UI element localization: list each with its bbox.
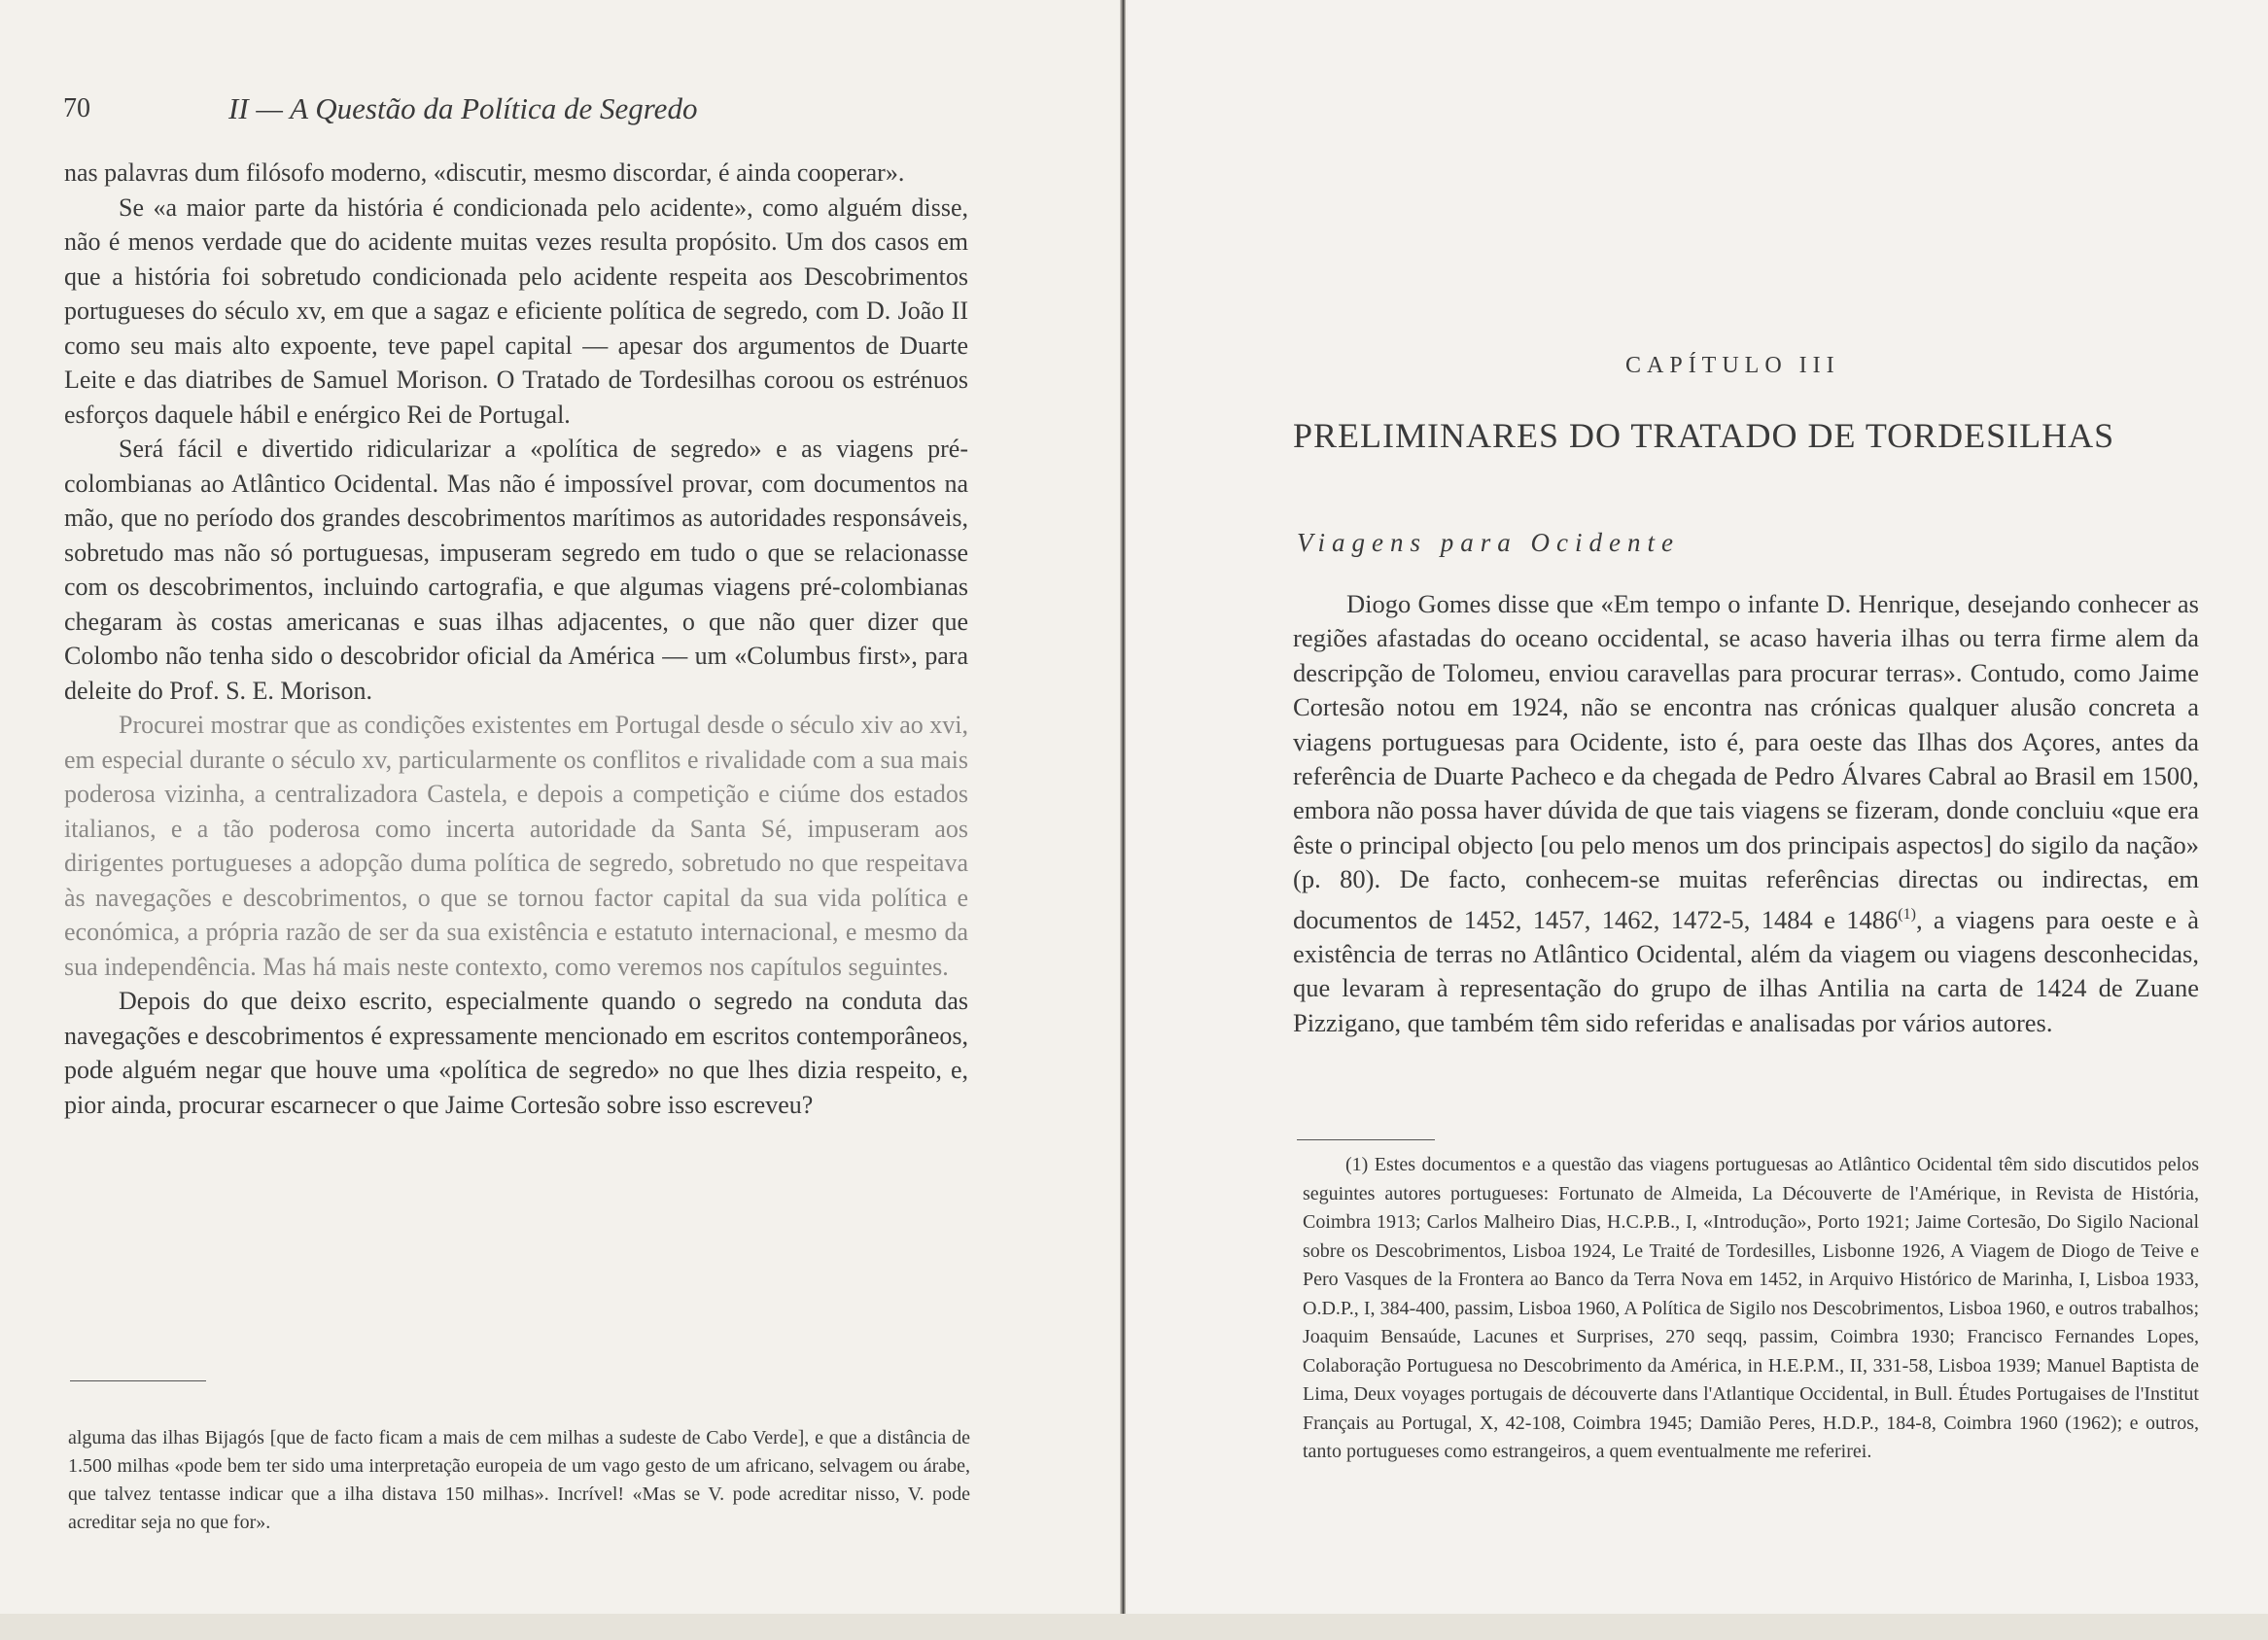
paragraph: nas palavras dum filósofo moderno, «discutir, mesmo discordar, é ainda cooperar».: [64, 158, 905, 187]
running-head: [63, 89, 977, 128]
footnote-rule: [1297, 1139, 1435, 1140]
paragraph: [1293, 587, 2199, 1040]
paragraph-text-b: , a viagens para oeste e à existência de terras no Atlântico Ocidental, além da viagem ou viagens desconhecidas, que levaram à representação do grupo de ilhas Antilia na carta de 1424 de Zuane Pizzigano, que também têm sido referidas e analisadas por vários autores.: [1293, 904, 2199, 1037]
left-footnote: [68, 1424, 970, 1537]
left-page: [0, 0, 1123, 1640]
section-heading: Viagens para Ocidente: [1297, 528, 1680, 557]
page-bottom-edge: [0, 1614, 2268, 1640]
right-footnote: [1303, 1151, 2199, 1467]
footnote-rule: [70, 1380, 206, 1381]
paragraph: Depois do que deixo escrito, especialmente quando o segredo na conduta das navegações e descobrimentos é expressamente mencionado em escritos contemporâneos, pode alguém negar que houve uma «política de segredo» no que lhes dizia respeito, e, pior ainda, procurar escarnecer o que Jaime Cortesão sobre isso escreveu?: [64, 987, 968, 1119]
footnote-text: alguma das ilhas Bijagós [que de facto ficam a mais de cem milhas a sudeste de Cabo Verde], e que a distância de 1.500 milhas «pode bem ter sido uma interpretação europeia de um vago gesto de um africano, selvagem ou árabe, que talvez tentasse indicar que a ilha distava 150 milhas». Incrível! «Mas se V. pode acreditar nisso, V. pode acreditar seja no que for».: [68, 1427, 970, 1533]
chapter-title: PRELIMINARES DO TRATADO DE TORDESILHAS: [1293, 416, 2115, 455]
footnote-text: (1) Estes documentos e a questão das viagens portuguesas ao Atlântico Ocidental têm sido discutidos pelos seguintes autores portugueses: Fortunato de Almeida, La Découverte de l'Amérique, in Revista de História, Coimbra 1913; Carlos Malheiro Dias, H.C.P.B., I, «Introdução», Porto 1921; Jaime Cortesão, Do Sigilo Nacional sobre os Descobrimentos, Lisboa 1924, Le Traité de Tordesilles, Lisbonne 1926, A Viagem de Diogo de Teive e Pero Vasques de la Frontera ao Banco da Terra Nova em 1452, in Arquivo Histórico de Marinha, I, Lisboa 1933, O.D.P., I, 384-400, passim, Lisboa 1960, A Política de Sigilo nos Descobrimentos, Lisboa 1960, e outros trabalhos; Joaquim Bensaúde, Lacunes et Surprises, 270 seqq, passim, Coimbra 1930; Francisco Fernandes Lopes, Colaboração Portuguesa no Descobrimento da América, in H.E.P.M., II, 331-58, Lisboa 1939; Manuel Baptista de Lima, Deux voyages portugais de découverte dans l'Atlantique Occidental, in Bull. Études Portugaises de l'Institut Français au Portugal, X, 42-108, Coimbra 1945; Damião Peres, H.D.P., 184-8, Coimbra 1960 (1962); e outros, tanto portugueses como estrangeiros, a quem eventualmente me referirei.: [1303, 1154, 2199, 1462]
paragraph-text-a: Diogo Gomes disse que «Em tempo o infante D. Henrique, desejando conhecer as regiões afastadas do oceano occidental, se acaso haveria ilhas ou terra firme alem da descripção de Tolomeu, enviou caravellas para procurar terras». Contudo, como Jaime Cortesão notou em 1924, não se encontra nas crónicas qualquer alusão concreta a viagens portuguesas para Ocidente, isto é, para oeste das Ilhas dos Açores, antes da referência de Duarte Pacheco e da chegada de Pedro Álvares Cabral ao Brasil em 1500, embora não possa haver dúvida de que tais viagens se fizeram, donde concluiu «que era êste o principal objecto [ou pelo menos um dos principais aspectos] do sigilo da nação» (p. 80). De facto, conhecem-se muitas referências directas ou indirectas, em documentos de 1452, 1457, 1462, 1472-5, 1484 e 1486: [1293, 589, 2199, 934]
running-title: II — A Questão da Política de Segredo: [228, 91, 698, 125]
left-body-text: [64, 156, 968, 1122]
paragraph: Será fácil e divertido ridicularizar a «política de segredo» e as viagens pré-colombianas ao Atlântico Ocidental. Mas não é impossível provar, com documentos na mão, que no período dos grandes descobrimentos marítimos as autoridades responsáveis, sobretudo mas não só portuguesas, impuseram segredo em tudo o que se relacionasse com os descobrimentos, incluindo cartografia, e que algumas viagens pré-colombianas chegaram às costas americanas e suas ilhas adjacentes, o que não quer dizer que Colombo não tenha sido o descobridor oficial da América — um «Columbus first», para deleite do Prof. S. E. Morison.: [64, 435, 968, 705]
right-body-text: [1293, 587, 2199, 1040]
paragraph: Procurei mostrar que as condições existentes em Portugal desde o século xiv ao xvi, em especial durante o século xv, particularmente os conflitos e rivalidade com a sua mais poderosa vizinha, a centralizadora Castela, e depois a competição e ciúme dos estados italianos, e a tão poderosa como incerta autoridade da Santa Sé, impuseram aos dirigentes portugueses a adopção duma política de segredo, sobretudo no que respeitava às navegações e descobrimentos, o que se tornou factor capital da sua vida política e económica, a própria razão de ser da sua existência e estatuto internacional, e mesmo da sua independência. Mas há mais neste contexto, como veremos nos capítulos seguintes.: [64, 711, 968, 981]
paragraph: Se «a maior parte da história é condicionada pelo acidente», como alguém disse, não é menos verdade que do acidente muitas vezes resulta propósito. Um dos casos em que a história foi sobretudo condicionada pelo acidente respeita aos Descobrimentos portugueses do século xv, em que a sagaz e eficiente política de segredo, com D. João II como seu mais alto expoente, teve papel capital — apesar dos argumentos de Duarte Leite e das diatribes de Samuel Morison. O Tratado de Tordesilhas coroou os estrénuos esforços daquele hábil e enérgico Rei de Portugal.: [64, 192, 968, 429]
chapter-label: CAPÍTULO III: [1625, 353, 1840, 378]
footnote-reference: (1): [1898, 905, 1916, 923]
page-number: 70: [63, 93, 90, 123]
book-gutter: [1120, 0, 1126, 1640]
